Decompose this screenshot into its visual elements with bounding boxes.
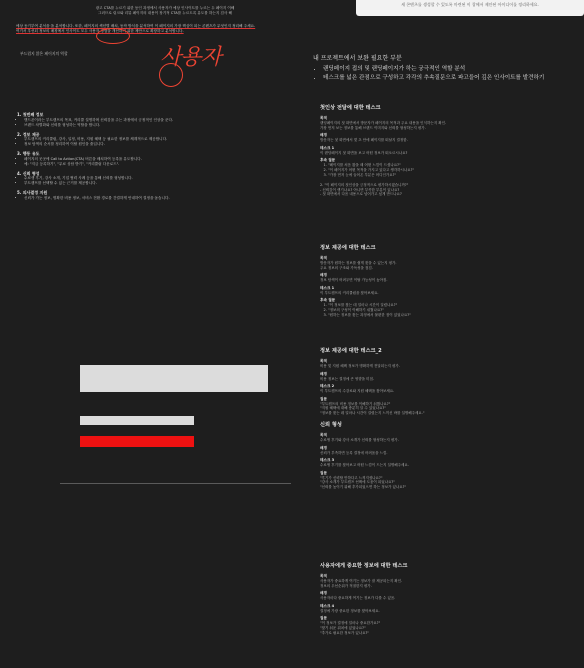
left-section-heading: 3. 행동 유도 xyxy=(17,151,40,156)
block-label: 후속 질문 xyxy=(320,158,336,163)
question-item: 1. "이 정보를 찾는 데 얼마나 시간이 걸렸나요?" xyxy=(328,303,584,308)
block-text: 사용자마다 중요하게 여기는 정보가 다를 수 있음. xyxy=(320,596,396,601)
block-text: 방문자가 원하는 정보를 쉽게 찾을 수 있는지 평가. xyxy=(320,261,397,265)
left-section-heading: 5. 의사결정 지원 xyxy=(17,190,48,195)
block-text: 가장 먼저 보는 정보를 통해 브랜드 이미지와 신뢰를 형성하는지 평가. xyxy=(320,125,426,130)
left-section xyxy=(17,132,287,148)
block-text: "정보를 찾는 데 얼마나 시간이 걸렸는지 느끼신 바를 설명해주세요." xyxy=(320,410,425,415)
list-item: • 정보 탐색의 순서를 정리하여 이탈 원인을 줄입니다. xyxy=(24,142,287,147)
block-text: 신뢰가 부족하면 등록 결정에 어려움을 느낌. xyxy=(320,450,388,455)
task-section-title: 첫인상 전달에 대한 테스크 xyxy=(320,105,381,111)
improvement-bullet: • 테스크를 넓은 관점으로 구성하고 각각의 추속질문으로 파고들어 깊은 인사이트를 발견하기 xyxy=(323,74,584,83)
block-text: 2. "이 페이지의 첫인상을 긍정적으로 평가하시겠습니까?" xyxy=(320,183,409,188)
block-text: 결정에 가장 중요한 정보를 찾아보세요. xyxy=(320,608,380,613)
block-text: "신뢰를 높이기 위해 추가되었으면 하는 정보가 있나요?" xyxy=(320,484,407,489)
task-section-title: 정보 제공에 대한 테스크 xyxy=(320,245,376,251)
underlined-paragraph xyxy=(16,24,270,34)
handwritten-annotation: 사용자 xyxy=(160,45,221,70)
left-section xyxy=(17,112,287,128)
task-section xyxy=(320,104,584,197)
list-item: • 수료생 후기, 강사 소개, 기업 협력 사례 등을 통해 신뢰를 형성합니다. xyxy=(24,176,287,181)
block-text: 이 부트캠프의 커리큘럼을 찾아보세요. xyxy=(320,290,379,295)
left-section-list xyxy=(17,112,287,205)
divider xyxy=(60,483,291,484)
question-item: 1. "페이지를 처음 봤을 때 어떤 느낌이 드셨나요?" xyxy=(328,163,584,168)
block-label: 목적 xyxy=(320,359,327,363)
block-text: 사용자가 중요하게 여기는 정보가 잘 제공되는지 확인. xyxy=(320,579,403,583)
question-item: 3. "원하는 정보를 찾는 과정에서 불편한 점이 있었나요?" xyxy=(328,313,584,318)
block-text: "후기가 신뢰할 만하다고 느껴지셨나요?" xyxy=(320,475,383,480)
block-text: 비용 정보는 결정에 큰 영향을 미침. xyxy=(320,376,375,381)
left-section xyxy=(17,171,287,187)
question-item: 2. "정보의 구성이 이해하기 쉬웠나요?" xyxy=(328,308,584,313)
block-label: 테스크 2 xyxy=(320,384,335,389)
block-text: 수료생 후기와 강사 소개가 신뢰를 형성하는지 평가. xyxy=(320,438,399,442)
task-section xyxy=(320,244,584,317)
list-item: • 핸드폰이라는 부트캠프의 목표, 커리큘 설명하며 신뢰감을 주는 과정에서 긍정적인 인상을 준다. xyxy=(24,118,287,123)
block-label: 목적 xyxy=(320,574,327,578)
block-text: - 신뢰감이 생기나요? 아니면 부족한 부분이 있나요? xyxy=(320,187,400,192)
block-text: 정보의 우선순위가 적절한지 평가. xyxy=(320,583,372,588)
block-text: "찾기 쉬운 위치에 있었나요?" xyxy=(320,625,366,630)
block-text: 주요 정보의 구조와 가독성을 점검. xyxy=(320,265,373,270)
list-item: • 예: "지금 등록하기", "무료 상담 받기", "커리큘럼 다운로드". xyxy=(24,162,287,167)
project-improvement-block xyxy=(313,53,584,83)
list-item: • 부트캠프를 선택할 수 있는 근거를 제공합니다. xyxy=(24,181,287,186)
underlined-line: 에상 동기부여 분석을 을 분석합니다. 또한, 페이지의 섹션별 배치, 동작 방식을 분석하여 이 페이지의 가장 핵심이 되는 콘텐츠가 무엇인지 정리해 주세요. xyxy=(16,24,256,28)
left-section xyxy=(17,151,287,167)
block-label: 질문 xyxy=(320,616,327,621)
block-label: 테스크 1 xyxy=(320,145,335,150)
task-section xyxy=(320,421,584,490)
task-section xyxy=(320,562,584,635)
block-label: 배경 xyxy=(320,445,327,450)
block-text: "강사 소개가 부트캠프 선택에 도움이 되었나요?" xyxy=(320,480,395,485)
block-label: 질문 xyxy=(320,470,327,475)
question-item: 3. "가장 먼저 눈에 들어온 부분은 어디인가요?" xyxy=(328,173,584,178)
block-label: 배경 xyxy=(320,273,327,278)
block-label: 목적 xyxy=(320,256,327,260)
gray-placeholder-block xyxy=(80,365,268,392)
block-text: "부트캠프의 비용 정보를 이해하기 쉬웠나요?" xyxy=(320,401,391,406)
block-label: 배경 xyxy=(320,133,327,138)
left-section xyxy=(17,190,287,201)
top-card-text: 새 콘텐츠를 생성할 수 있도록 마련된 이 창에서 제안된 아이디어를 정리하세요. xyxy=(401,2,539,7)
block-label: 배경 xyxy=(320,371,327,376)
block-label: 후속 질문 xyxy=(320,298,336,303)
task-section-title: 사용자에게 중요한 정보에 대한 테스크 xyxy=(320,563,408,569)
gray-input-bar[interactable] xyxy=(80,416,194,425)
red-ellipse-annotation xyxy=(96,28,130,44)
intro-text xyxy=(70,6,260,16)
top-card xyxy=(356,0,584,16)
improvement-bullet: • 랜딩페이지 접의 및 랜딩페이지가 하는 궁극적인 역할 분석 xyxy=(323,65,584,74)
block-text: 방문자는 첫 화면에서 몇 초 안에 페이지를 떠날지 결정함. xyxy=(320,138,408,143)
block-text: 랜딩페이지의 첫 화면에서 방문자가 페이지의 목적과 주요 내용을 인식하는지 확인. xyxy=(320,121,447,125)
block-text: "지원 혜택에 대해 충분히 알 수 있었나요?" xyxy=(320,406,386,411)
list-item: • 신뢰가 가는 정보, 명확한 비용 정보, 서비스 전환 경로를 간결하게 안내하여 결정을 돕습니다. xyxy=(24,196,287,201)
red-circle-annotation xyxy=(159,63,183,87)
block-label: 테스크 3 xyxy=(320,458,335,463)
intro-line: 광고 CTA를 누르기 위한 동인 과정에서 사용자가 예상 인사이트를 누르는 두 페이지 이해 xyxy=(95,6,235,10)
block-text: - 첫 화면에서 다음 내용으로 넘어가고 싶게 만드나요? xyxy=(320,192,402,197)
left-note: 부드럽지 않은 페이지의 역할 xyxy=(20,51,68,56)
block-label: 테스크 4 xyxy=(320,603,335,608)
block-text: 이 랜딩페이지 첫 화면을 보고 어떤 정보가 떠오르시나요? xyxy=(320,150,408,155)
block-label: 테스크 1 xyxy=(320,285,335,290)
red-action-bar[interactable] xyxy=(80,436,194,447)
list-item: • 브랜드 차별화와 신뢰를 형성하는 역할을 합니다. xyxy=(24,123,287,128)
list-item: • 페이지의 곳곳에 Call to Action(CTA) 버튼을 배치하여 등록을 유도합니다. xyxy=(24,157,287,162)
block-label: 목적 xyxy=(320,433,327,437)
task-section-title: 신뢰 형성 xyxy=(320,422,342,428)
left-section-heading: 2. 정보 제공 xyxy=(17,131,40,137)
task-section xyxy=(320,347,584,416)
underlined-line: 여기서 우선되 정보의 매칭에서 인사이트 모두 사용자 경험을 개선하기 위한 제안으로 확장하고 분석합니다. xyxy=(16,29,184,33)
block-label: 배경 xyxy=(320,591,327,596)
block-text: 수료생 후기를 찾아보고 어떤 느낌이 드는지 설명해주세요. xyxy=(320,463,409,468)
block-text: 비용 및 지원 혜택 정보가 명확하게 전달되는지 평가. xyxy=(320,364,400,368)
block-label: 목적 xyxy=(320,116,327,120)
block-text: "이 정보가 결정에 얼마나 중요한가요?" xyxy=(320,621,381,626)
task-section-title: 정보 제공에 대한 테스크_2 xyxy=(320,348,382,354)
left-section-heading: 4. 신뢰 형성 xyxy=(17,170,40,176)
block-label: 질문 xyxy=(320,396,327,401)
project-improvement-heading: 내 프로젝트에서 보완 필요한 부분 xyxy=(313,55,402,62)
block-text: 정보 탐색이 어려우면 이탈 가능성이 높아짐. xyxy=(320,278,388,283)
block-text: "추가로 필요한 정보가 있나요?" xyxy=(320,630,369,635)
left-section-heading: 1. 첫번째 정보 xyxy=(17,112,44,117)
intro-line: 그러므로 링크와 리뷰 페이지의 내용이 장기적 CTA를 누르도록 유도를 하는지 검사 해 xyxy=(97,11,232,15)
question-item: 2. "이 페이지가 어떤 목적을 가지고 있다고 생각하시나요?" xyxy=(328,168,584,173)
block-text: 이 부트캠프의 수강료와 지원 혜택을 찾아보세요. xyxy=(320,389,395,394)
list-item: • 부트캠프의 커리큘럼, 강사, 일정, 비용, 지원 혜택 등 필요한 정보를 체계적으로 제공합니다. xyxy=(24,137,287,142)
